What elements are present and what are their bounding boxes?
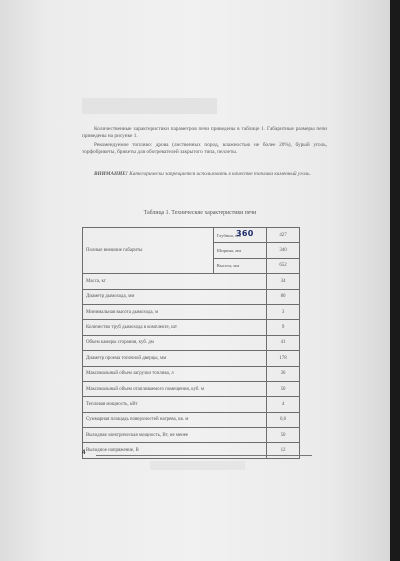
row-value: 4	[267, 397, 300, 412]
footer-rule	[96, 455, 312, 456]
table-row	[83, 351, 300, 366]
table-caption: Таблица 1. Технические характеристики печи	[143, 210, 257, 216]
row-label: Масса, кг	[83, 274, 267, 289]
row-label: Максимальный объем загрузки топлива, л	[83, 366, 267, 381]
row-label: Количество труб дымохода в комплекте, шт	[83, 320, 267, 335]
table-row	[83, 366, 300, 381]
row-value: 178	[267, 351, 300, 366]
table-row	[83, 289, 300, 304]
table-row	[83, 320, 300, 335]
row-value: 34	[267, 274, 300, 289]
row-label: Выходная электрическая мощность, Вт, не менее	[83, 428, 267, 443]
row-value: 41	[267, 335, 300, 350]
faded-section-heading	[82, 98, 217, 114]
table-row	[83, 228, 300, 243]
spec-table	[82, 227, 300, 459]
row-value: 30	[267, 366, 300, 381]
table-row	[83, 304, 300, 319]
row-value: 12	[267, 443, 300, 458]
warning-paragraph	[94, 171, 324, 178]
row-label: Объем камеры сгорания, куб. дм	[83, 335, 267, 350]
dimension-value: 427	[267, 228, 300, 243]
table-row	[83, 443, 300, 458]
dimension-label: Ширина, мм	[213, 243, 266, 258]
watermark	[150, 461, 245, 470]
warning-text: Категорически запрещается использовать в качестве топлива каменный уголь.	[129, 171, 311, 177]
dimensions-group-label: Полные внешние габариты	[83, 228, 214, 274]
fuel-paragraph: Рекомендуемое топливо: дрова (лиственных пород, влажностью не более 20%), бурый уголь, торфобрикеты, брикеты для обогревателей закрытого типа, пеллеты.	[82, 142, 327, 156]
dimension-value: 652	[267, 258, 300, 273]
table-row	[83, 397, 300, 412]
row-value: 50	[267, 381, 300, 396]
page-number: 4	[82, 450, 86, 456]
table-row	[83, 274, 300, 289]
scan-edge	[390, 0, 400, 561]
row-label: Минимальная высота дымохода, м	[83, 304, 267, 319]
row-label: Диаметр дымохода, мм	[83, 289, 267, 304]
table-row	[83, 412, 300, 427]
table-row	[83, 428, 300, 443]
row-label: Суммарная площадь поверхностей нагрева, кв. м	[83, 412, 267, 427]
row-value: 9	[267, 320, 300, 335]
row-label: Максимальный объем отапливаемого помещения, куб. м	[83, 381, 267, 396]
row-label: Тепловая мощность, кВт	[83, 397, 267, 412]
handwritten-note: 360	[236, 229, 254, 238]
row-label: Выходное напряжение, В	[83, 443, 267, 458]
row-value: 0,6	[267, 412, 300, 427]
row-label: Диаметр проема топочной дверцы, мм	[83, 351, 267, 366]
row-value: 3	[267, 304, 300, 319]
table-row	[83, 381, 300, 396]
dimension-label: Высота, мм	[213, 258, 266, 273]
intro-paragraph: Количественные характеристики параметров печи приведены в таблице 1. Габаритные размеры печи приведены на рисунке 1.	[82, 126, 327, 140]
row-value: 50	[267, 428, 300, 443]
dimension-label: Глубина, мм	[213, 228, 266, 243]
table-row	[83, 335, 300, 350]
row-value: 80	[267, 289, 300, 304]
warning-lead: ВНИМАНИЕ!	[94, 171, 128, 177]
dimension-value: 340	[267, 243, 300, 258]
